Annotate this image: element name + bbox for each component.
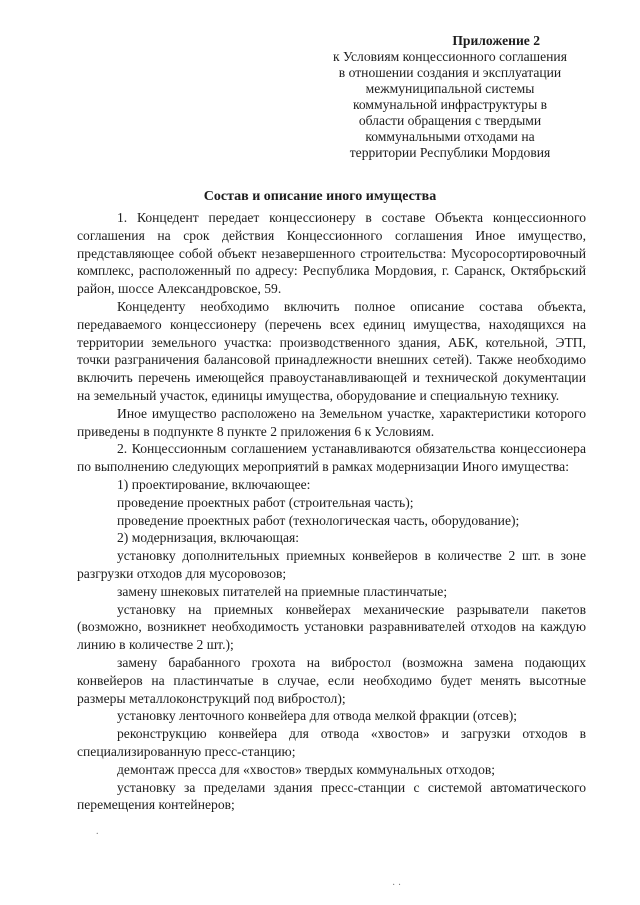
list-item: 1) проектирование, включающее: — [117, 476, 311, 492]
list-item: демонтаж пресса для «хвостов» твердых коммунальных отходов; — [117, 761, 496, 777]
list-item: замену барабанного грохота на вибростол (возможна замена подающих конвейеров на пластинчатые в случае, если необходимо будет менять высотные размеры металлоконструкций под вибростол); — [77, 654, 586, 706]
appendix-line: коммунальной инфраструктуры в — [352, 97, 548, 112]
paragraph: Иное имущество расположено на Земельном участке, характеристики которого приведены в подпункте 8 пункте 2 приложения 6 к Условиям. — [77, 405, 586, 439]
appendix-title: Приложение 2 — [452, 33, 540, 48]
document-title: Состав и описание иного имущества — [203, 189, 437, 204]
list-item: установку за пределами здания пресс-станции с системой автоматического перемещения контейнеров; — [77, 779, 586, 813]
list-item: установку дополнительных приемных конвейеров в количестве 2 шт. в зоне разгрузки отходов для мусоровозов; — [77, 548, 586, 581]
list-item: замену шнековых питателей на приемные пластинчатые; — [117, 583, 448, 599]
list-item: установку ленточного конвейера для отвода мелкой фракции (отсев); — [117, 708, 518, 724]
appendix-line: территории Республики Мордовия — [349, 145, 551, 160]
list-item: проведение проектных работ (технологическая часть, оборудование); — [117, 512, 520, 528]
paragraph: 1. Концедент передает концессионеру в составе Объекта концессионного соглашения на срок действия Концессионного соглашения Иное имущество, представляющее собой объект незавершенного строительства: Мусоросортировочный комплекс, расположенный по адресу: Республика Мордовия, г. Саранск, Октябрьский район, шоссе Александровское, 59. — [77, 210, 586, 297]
list-item: установку на приемных конвейерах механические разрыватели пакетов (возможно, возникнет необходимость установки разравнивателей отходов на каждую линию в количестве 2 шт.); — [77, 601, 586, 653]
appendix-line: в отношении создания и эксплуатации — [338, 65, 562, 80]
scan-speck: · · — [392, 880, 402, 891]
paragraph: Концеденту необходимо включить полное описание состава объекта, передаваемого концессионеру (перечень всех единиц имущества, находящихся на территории земельного участка: производственного здания, АБК, котельной, ЭТП, точки разграничения балансовой принадлежности внешних сетей). Также необходимо включить перечень имеющейся правоустанавливающей и технической документации на земельный участок, единицы имущества, оборудование и специальную технику. — [77, 298, 586, 403]
paragraph: 2. Концессионным соглашением устанавливаются обязательства концессионера по выполнению следующих мероприятий в рамках модернизации Иного имущества: — [77, 441, 586, 475]
list-item: проведение проектных работ (строительная часть); — [117, 494, 414, 510]
appendix-line: коммунальными отходами на — [365, 129, 535, 144]
list-item: реконструкцию конвейера для отвода «хвостов» и загрузки отходов в специализированную пресс-станцию; — [77, 726, 586, 759]
document-body — [77, 209, 586, 814]
scan-speck: . — [96, 826, 99, 837]
list-item: 2) модернизация, включающая: — [117, 530, 300, 546]
appendix-line: области обращения с твердыми — [358, 113, 542, 128]
appendix-line: к Условиям концессионного соглашения — [333, 49, 567, 64]
appendix-header — [300, 33, 600, 161]
appendix-line: межмуниципальной системы — [365, 81, 535, 96]
